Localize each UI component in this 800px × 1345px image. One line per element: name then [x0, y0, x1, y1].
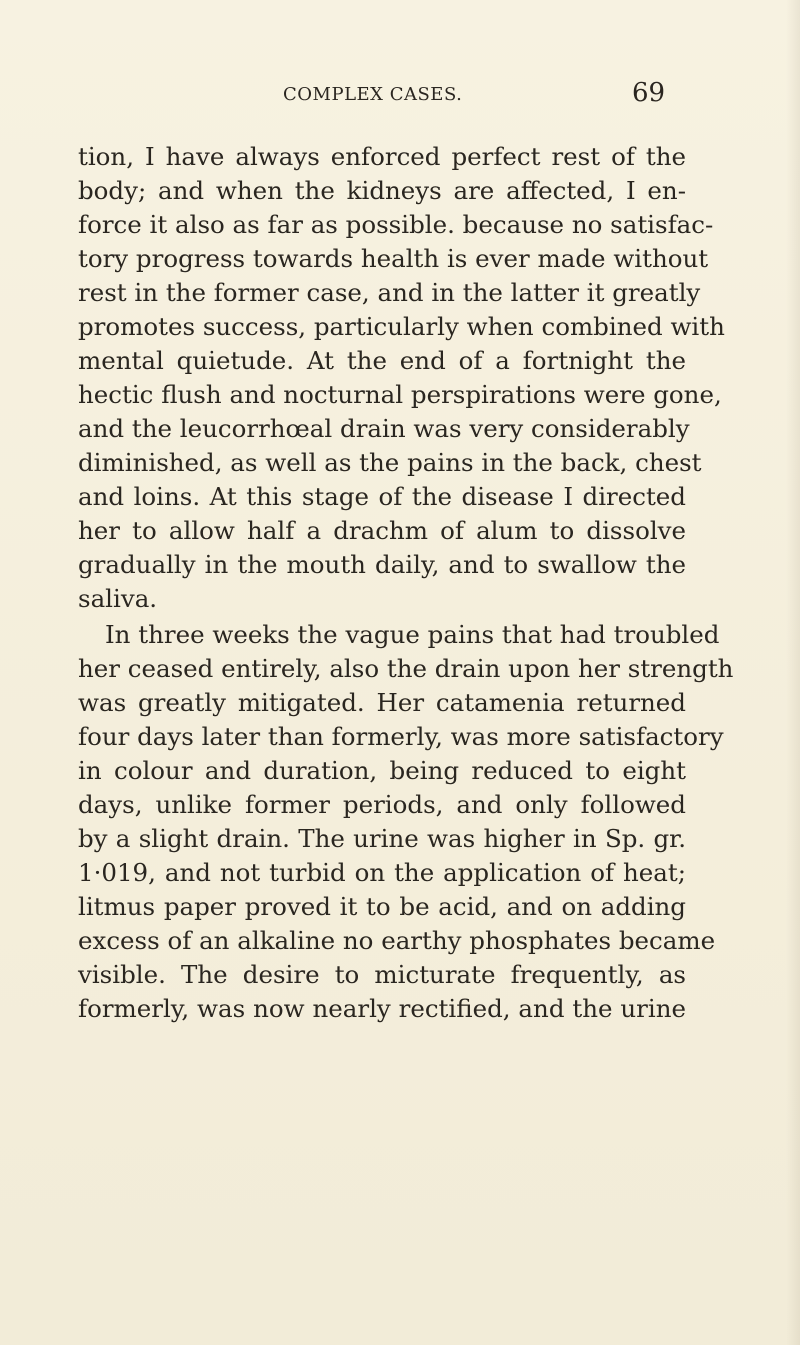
- text-line: in colour and duration, being reduced to eight: [78, 756, 686, 785]
- text-line: by a slight drain. The urine was higher in Sp. gr.: [78, 824, 686, 853]
- text-line: and the leucorrhœal drain was very considerably: [78, 414, 690, 443]
- page-header: [0, 76, 800, 116]
- text-line: rest in the former case, and in the latter it greatly: [78, 278, 701, 307]
- page-edge-shadow: [786, 0, 800, 1345]
- text-line: diminished, as well as the pains in the back, chest: [78, 448, 702, 477]
- paragraph-first-line: In three weeks the vague pains that had troubled: [105, 620, 720, 649]
- running-title: COMPLEX CASES.: [283, 84, 463, 105]
- text-line: gradually in the mouth daily, and to swallow the: [78, 550, 686, 579]
- paragraph-end-line: saliva.: [78, 584, 158, 613]
- text-line: mental quietude. At the end of a fortnight the: [78, 346, 686, 375]
- text-line: promotes success, particularly when combined with: [78, 312, 725, 341]
- text-line: body; and when the kidneys are affected, I en-: [78, 176, 686, 205]
- text-line: was greatly mitigated. Her catamenia returned: [78, 688, 686, 717]
- page-number: 69: [632, 78, 666, 108]
- text-line: hectic flush and nocturnal perspirations were gone,: [78, 380, 722, 409]
- text-line: four days later than formerly, was more satisfactory: [78, 722, 724, 751]
- text-line: excess of an alkaline no earthy phosphates became: [78, 926, 716, 955]
- text-line: her to allow half a drachm of alum to dissolve: [78, 516, 686, 545]
- text-line: visible. The desire to micturate frequently, as: [78, 960, 686, 989]
- text-line: force it also as far as possible. because no satisfac-: [78, 210, 714, 239]
- text-line: tory progress towards health is ever made without: [78, 244, 709, 273]
- text-line: 1·019, and not turbid on the application of heat;: [78, 858, 686, 887]
- text-line: her ceased entirely, also the drain upon her strength: [78, 654, 734, 683]
- text-line: days, unlike former periods, and only followed: [78, 790, 686, 819]
- text-line: and loins. At this stage of the disease I directed: [78, 482, 686, 511]
- text-line: tion, I have always enforced perfect rest of the: [78, 142, 686, 171]
- text-line: litmus paper proved it to be acid, and on adding: [78, 892, 686, 921]
- text-line: formerly, was now nearly rectified, and the urine: [78, 994, 686, 1023]
